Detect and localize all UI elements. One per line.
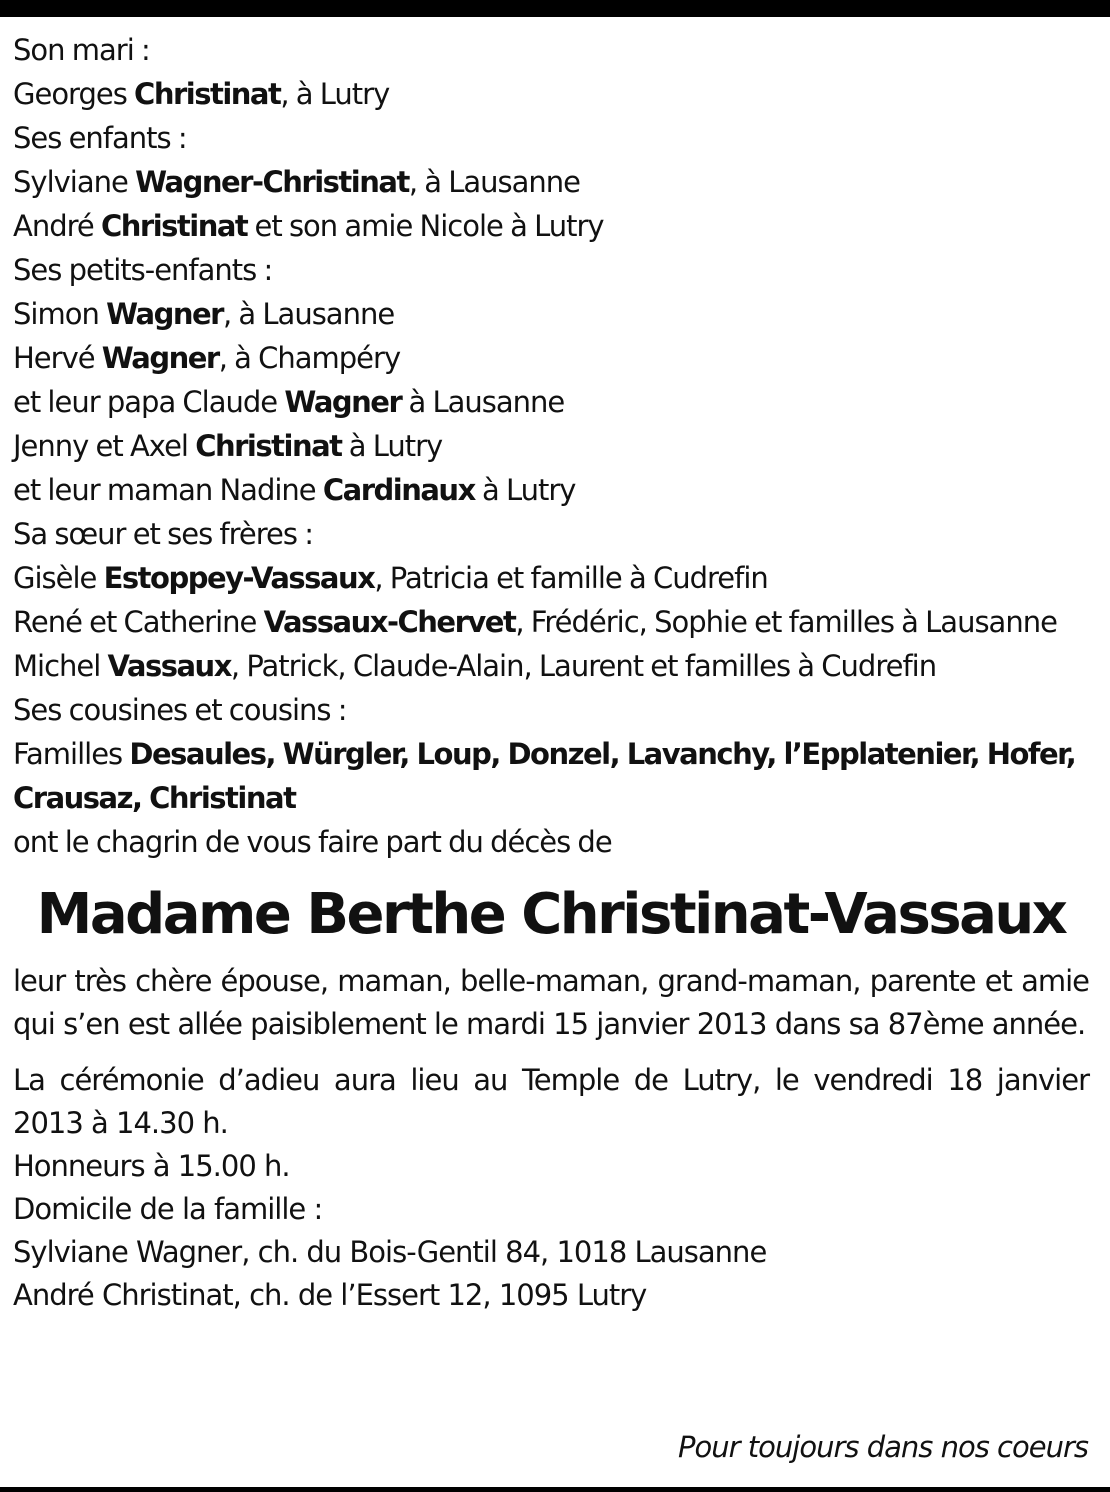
grandchild-line: Hervé Wagner, à Champéry [13, 341, 401, 375]
bottom-rule [0, 1487, 1110, 1492]
husband-line: Georges Christinat, à Lutry [13, 77, 390, 111]
honours-line: Honneurs à 15.00 h. [13, 1149, 290, 1183]
top-rule [0, 0, 1110, 17]
cousins-heading: Ses cousines et cousins : [13, 693, 347, 727]
grandchild-parent-line: et leur maman Nadine Cardinaux à Lutry [13, 473, 576, 507]
family-info [13, 1145, 1089, 1317]
grandchildren-heading: Ses petits-enfants : [13, 253, 273, 287]
grandchild-parent-line: et leur papa Claude Wagner à Lausanne [13, 385, 565, 419]
child-line: Sylviane Wagner-Christinat, à Lausanne [13, 165, 581, 199]
husband-heading: Son mari : [13, 33, 150, 67]
ceremony-paragraph: La cérémonie d’adieu aura lieu au Temple de Lutry, le vendredi 18 janvier 2013 à 14.30 h. [13, 1063, 1089, 1140]
description-paragraph: leur très chère épouse, maman, belle-maman, grand-maman, parente et amie qui s’en est allée paisiblement le mardi 15 janvier 2013 dans sa 87ème année. [13, 964, 1089, 1041]
cousins-line: Familles Desaules, Würgler, Loup, Donzel, Lavanchy, l’Epplatenier, Hofer, Crausaz, Christinat [13, 737, 1076, 815]
signoff: Pour toujours dans nos coeurs [678, 1430, 1088, 1464]
deceased-name: Madame Berthe Christinat-Vassaux [36, 882, 1066, 947]
family-list [13, 28, 1089, 864]
grandchild-line: Simon Wagner, à Lausanne [13, 297, 395, 331]
child-line: André Christinat et son amie Nicole à Lutry [13, 209, 604, 243]
sibling-line: René et Catherine Vassaux-Chervet, Frédéric, Sophie et familles à Lausanne [13, 605, 1057, 639]
address-line: André Christinat, ch. de l’Essert 12, 1095 Lutry [13, 1278, 647, 1312]
domicile-heading: Domicile de la famille : [13, 1192, 323, 1226]
siblings-heading: Sa sœur et ses frères : [13, 517, 313, 551]
obituary-notice [13, 28, 1089, 1317]
address-line: Sylviane Wagner, ch. du Bois-Gentil 84, 1018 Lausanne [13, 1235, 767, 1269]
grandchild-line: Jenny et Axel Christinat à Lutry [13, 429, 443, 463]
announcement-line: ont le chagrin de vous faire part du décès de [13, 825, 612, 859]
children-heading: Ses enfants : [13, 121, 187, 155]
sibling-line: Gisèle Estoppey-Vassaux, Patricia et famille à Cudrefin [13, 561, 768, 595]
sibling-line: Michel Vassaux, Patrick, Claude-Alain, Laurent et familles à Cudrefin [13, 649, 937, 683]
